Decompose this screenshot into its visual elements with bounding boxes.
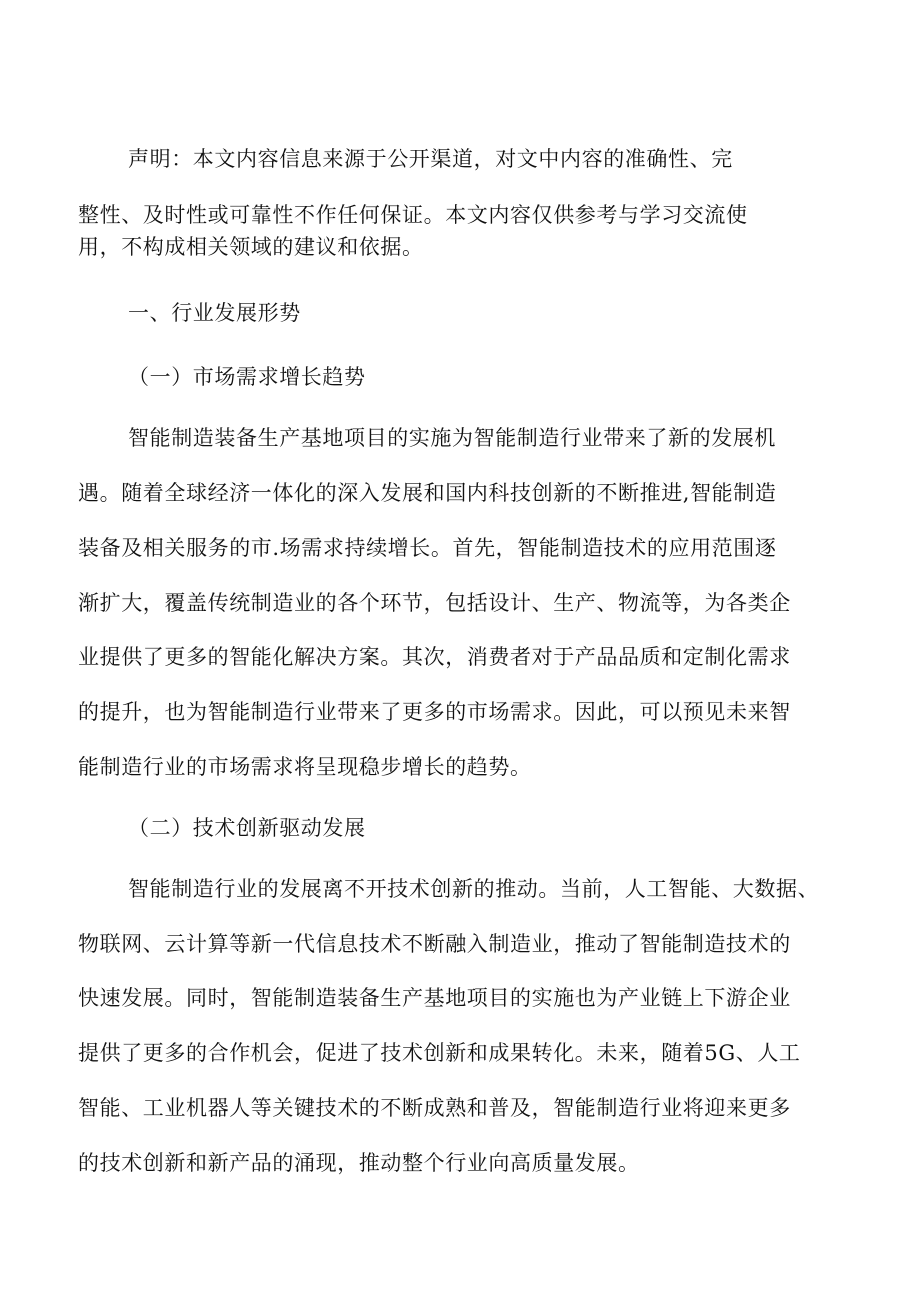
disclaimer-line-1: 声明：本文内容信息来源于公开渠道，对文中内容的准确性、完 bbox=[128, 147, 733, 171]
paragraph-1-line-1: 智能制造装备生产基地项目的实施为智能制造行业带来了新的发展机 bbox=[128, 426, 776, 450]
paragraph-1-line-2: 遇。随着全球经济一体化的深入发展和国内科技创新的不断推进,智能制造 bbox=[78, 481, 777, 505]
disclaimer-line-3: 用，不构成相关领域的建议和依据。 bbox=[78, 235, 424, 259]
paragraph-2-line-5: 智能、工业机器人等关键技术的不断成熟和普及，智能制造行业将迎来更多 bbox=[78, 1096, 791, 1120]
paragraph-1-line-6: 的提升，也为智能制造行业带来了更多的市场需求。因此，可以预见未来智 bbox=[78, 700, 791, 724]
paragraph-1-line-3: 装备及相关服务的市.场需求持续增长。首先，智能制造技术的应用范围逐 bbox=[78, 536, 777, 560]
paragraph-2-line-2: 物联网、云计算等新一代信息技术不断融入制造业，推动了智能制造技术的 bbox=[78, 932, 791, 956]
subsection-heading-2: （二）技术创新驱动发展 bbox=[128, 816, 366, 840]
subsection-heading-1: （一）市场需求增长趋势 bbox=[128, 365, 366, 389]
paragraph-2-line-4: 提供了更多的合作机会，促进了技术创新和成果转化。未来，随着5G、人工 bbox=[78, 1041, 801, 1065]
paragraph-1-line-4: 渐扩大，覆盖传统制造业的各个环节，包括设计、生产、物流等，为各类企 bbox=[78, 591, 791, 615]
disclaimer-line-2: 整性、及时性或可靠性不作任何保证。本文内容仅供参考与学习交流使 bbox=[78, 203, 748, 227]
paragraph-2-line-3: 快速发展。同时，智能制造装备生产基地项目的实施也为产业链上下游企业 bbox=[78, 986, 791, 1010]
paragraph-1-line-7: 能制造行业的市场需求将呈现稳步增长的趋势。 bbox=[78, 755, 532, 779]
paragraph-2-line-6: 的技术创新和新产品的涌现，推动整个行业向高质量发展。 bbox=[78, 1151, 640, 1175]
section-heading: 一、行业发展形势 bbox=[128, 301, 301, 325]
paragraph-1-line-5: 业提供了更多的智能化解决方案。其次，消费者对于产品品质和定制化需求 bbox=[78, 645, 791, 669]
paragraph-2-line-1: 智能制造行业的发展离不开技术创新的推动。当前，人工智能、大数据、 bbox=[128, 877, 820, 901]
